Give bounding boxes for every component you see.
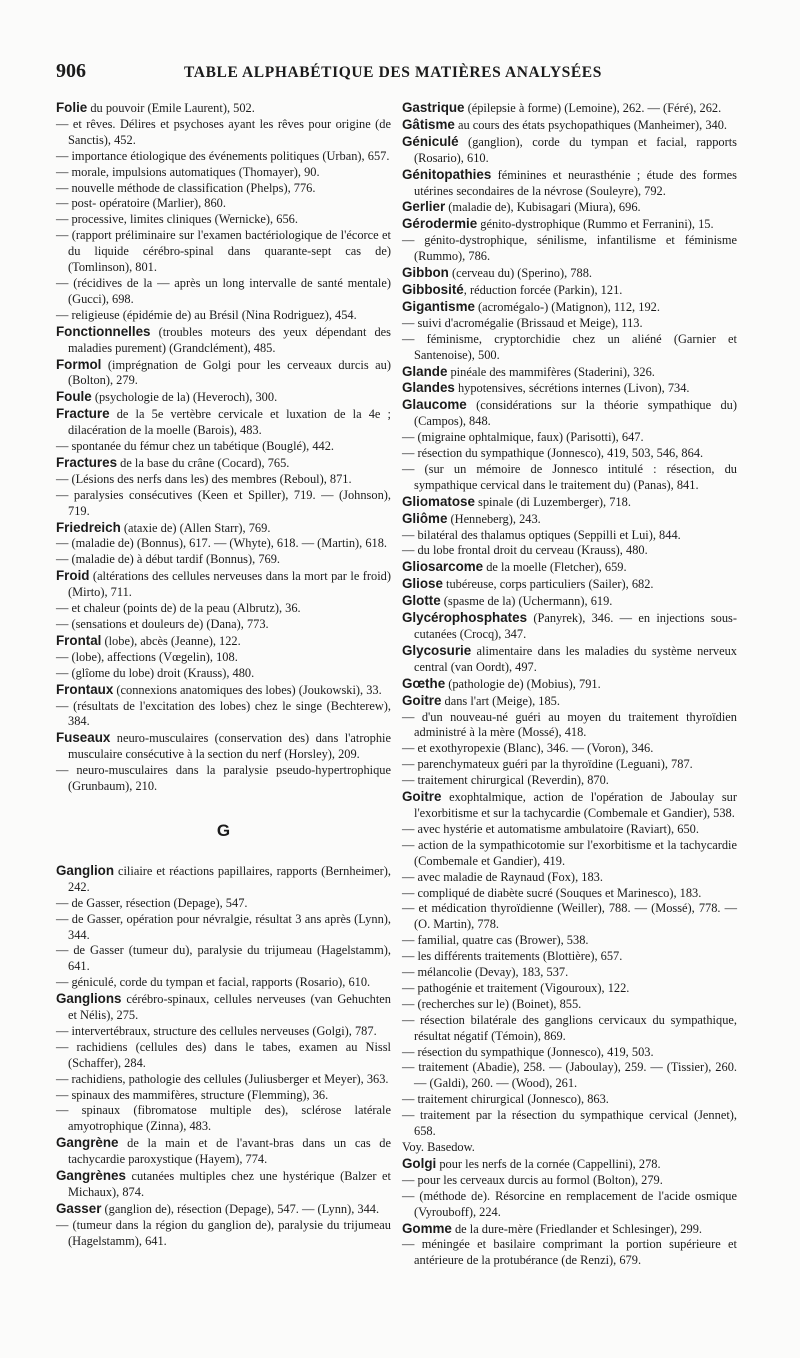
index-entry bbox=[402, 364, 737, 381]
index-entry bbox=[402, 233, 737, 265]
index-entry bbox=[56, 552, 391, 568]
index-entry bbox=[56, 1135, 391, 1168]
entry-text: — parenchymateux guéri par la thyroïdine (Leguani), 787. bbox=[402, 757, 693, 772]
index-entry bbox=[56, 100, 391, 117]
entry-headword: Gibbon bbox=[402, 265, 449, 281]
entry-text: cutanées multiples chez une hystérique (Balzer et Michaux), 874. bbox=[68, 1169, 391, 1199]
entry-text: de la base du crâne (Cocard), 765. bbox=[117, 455, 290, 470]
index-entry bbox=[402, 462, 737, 494]
entry-text: — religieuse (épidémie de) au Brésil (Nina Rodriguez), 454. bbox=[56, 307, 357, 322]
index-entry bbox=[402, 199, 737, 216]
entry-text: — les différents traitements (Blottière), 657. bbox=[402, 949, 623, 964]
index-entry bbox=[56, 455, 391, 472]
index-entry bbox=[56, 1072, 391, 1088]
index-entry bbox=[402, 757, 737, 773]
index-entry bbox=[402, 216, 737, 233]
entry-text: — (glîome du lobe) droit (Krauss), 480. bbox=[56, 665, 255, 680]
entry-text: — de Gasser, résection (Depage), 547. bbox=[56, 895, 248, 910]
entry-headword: Gœthe bbox=[402, 675, 446, 691]
index-entry bbox=[56, 324, 391, 357]
index-entry bbox=[402, 494, 737, 511]
index-entry bbox=[56, 1088, 391, 1104]
entry-text: — résection bilatérale des ganglions cervicaux du sympathique, résultat négatif (Témoin), 869. bbox=[402, 1012, 737, 1043]
entry-text: alimentaire dans les maladies du système nerveux central (van Oordt), 497. bbox=[414, 643, 737, 674]
entry-text: (pathologie de) (Mobius), 791. bbox=[445, 676, 601, 691]
entry-text: — traitement (Abadie), 258. — (Jaboulay), 259. — (Tissier), 260. — (Galdi), 260. — (Wood), 261. bbox=[402, 1060, 737, 1091]
entry-text: hypotensives, sécrétions internes (Livon), 734. bbox=[454, 381, 690, 396]
index-entry bbox=[402, 933, 737, 949]
entry-text: — de Gasser, opération pour névralgie, résultat 3 ans après (Lynn), 344. bbox=[56, 911, 391, 942]
index-entry bbox=[56, 699, 391, 731]
entry-headword: Gangrènes bbox=[56, 1168, 126, 1184]
entry-text: de la 5e vertèbre cervicale et luxation de la 4e ; dilacération de la moelle (Barois), 483. bbox=[68, 407, 391, 438]
entry-text: (imprégnation de Golgi pour les cerveaux durcis au) (Bolton), 279. bbox=[68, 357, 391, 388]
entry-headword: Gibbosité bbox=[402, 281, 464, 297]
entry-text: — traitement chirurgical (Jonnesco), 863. bbox=[402, 1092, 609, 1107]
index-entry bbox=[402, 1140, 737, 1156]
index-entry bbox=[402, 1189, 737, 1221]
entry-text: — suivi d'acromégalie (Brissaud et Meige), 113. bbox=[402, 315, 643, 330]
index-entry bbox=[402, 822, 737, 838]
entry-text: — spontanée du fémur chez un tabétique (Bouglé), 442. bbox=[56, 439, 335, 454]
index-entry bbox=[402, 299, 737, 316]
index-entry bbox=[56, 488, 391, 520]
entry-text: spinale (di Luzemberger), 718. bbox=[474, 494, 631, 509]
entry-text: (maladie de), Kubisagari (Miura), 696. bbox=[445, 200, 641, 215]
entry-text: de la main et de l'avant-bras dans un cas de tachycardie paroxystique (Hayem), 774. bbox=[68, 1136, 391, 1167]
entry-text: — (maladie de) (Bonnus), 617. — (Whyte), 618. — (Martin), 618. bbox=[56, 536, 388, 551]
index-entry bbox=[56, 975, 391, 991]
entry-headword: Fonctionnelles bbox=[56, 323, 151, 339]
entry-text: — spinaux des mammifères, structure (Flemming), 36. bbox=[56, 1087, 329, 1102]
index-entry bbox=[402, 1237, 737, 1269]
entry-headword: Froid bbox=[56, 568, 90, 584]
entry-text: — (maladie de) à début tardif (Bonnus), 769. bbox=[56, 552, 280, 567]
index-entry bbox=[402, 576, 737, 593]
entry-text: (acromégalo-) (Matignon), 112, 192. bbox=[474, 299, 660, 314]
index-entry bbox=[56, 763, 391, 795]
index-entry bbox=[56, 863, 391, 896]
index-entry bbox=[56, 1040, 391, 1072]
entry-headword: Gliosarcome bbox=[402, 559, 484, 575]
entry-text: — bilatéral des thalamus optiques (Seppilli et Lui), 844. bbox=[402, 527, 681, 542]
entry-text: — résection du sympathique (Jonnesco), 419, 503. bbox=[402, 1044, 654, 1059]
entry-text: (considérations sur la théorie sympathique du) (Campos), 848. bbox=[414, 398, 737, 429]
entry-text: génito-dystrophique (Rummo et Ferranini), 15. bbox=[477, 217, 714, 232]
entry-text: — compliqué de diabète sucré (Souques et Marinesco), 183. bbox=[402, 885, 702, 900]
index-entry bbox=[56, 896, 391, 912]
entry-text: au cours des états psychopathiques (Manheimer), 340. bbox=[454, 117, 728, 132]
entry-text: — pour les cerveaux durcis au formol (Bolton), 279. bbox=[402, 1172, 663, 1187]
index-entry bbox=[56, 117, 391, 149]
entry-text: (ataxie de) (Allen Starr), 769. bbox=[120, 520, 271, 535]
entry-text: cérébro-spinaux, cellules nerveuses (van Gehuchten et Nélis), 275. bbox=[68, 992, 391, 1023]
entry-text: — génito-dystrophique, sénilisme, infantilisme et féminisme (Rummo), 786. bbox=[402, 233, 737, 264]
index-entry bbox=[56, 439, 391, 455]
entry-headword: Glycérophosphates bbox=[402, 610, 528, 626]
entry-text: de la moelle (Fletcher), 659. bbox=[483, 560, 627, 575]
index-entry bbox=[402, 100, 737, 117]
entry-headword: Gliôme bbox=[402, 510, 448, 526]
index-entry bbox=[56, 212, 391, 228]
entry-text: — avec maladie de Raynaud (Fox), 183. bbox=[402, 869, 603, 884]
index-entry bbox=[56, 912, 391, 944]
entry-text: — spinaux (fibromatose multiple des), sclérose latérale amyotrophique (Zinna), 483. bbox=[56, 1103, 391, 1134]
entry-text: Voy. Basedow. bbox=[402, 1140, 475, 1154]
entry-text: (ganglion de), résection (Depage), 547. — (Lynn), 344. bbox=[101, 1201, 380, 1216]
entry-headword: Gigantisme bbox=[402, 298, 475, 314]
entry-text: — du lobe frontal droit du cerveau (Krauss), 480. bbox=[402, 543, 648, 558]
entry-text: de la dure-mère (Friedlander et Schlesinger), 299. bbox=[451, 1221, 702, 1236]
index-entry bbox=[402, 430, 737, 446]
index-entry bbox=[402, 838, 737, 870]
entry-text: (spasme de la) (Uchermann), 619. bbox=[440, 594, 613, 609]
entry-text: (cerveau du) (Sperino), 788. bbox=[448, 266, 592, 281]
entry-headword: Gasser bbox=[56, 1200, 102, 1216]
entry-text: — et exothyropexie (Blanc), 346. — (Voron), 346. bbox=[402, 741, 654, 756]
entry-headword: Glandes bbox=[402, 380, 455, 396]
index-entry bbox=[402, 741, 737, 757]
entry-text: tubéreuse, corps particuliers (Sailer), 682. bbox=[442, 577, 654, 592]
index-entry bbox=[402, 676, 737, 693]
entry-text: — d'un nouveau-né guéri au moyen du traitement thyroïdien administré à la mère (Mossé), 418. bbox=[402, 709, 737, 740]
entry-headword: Glande bbox=[402, 363, 448, 379]
entry-text: — (méthode de). Résorcine en remplacement de l'acide osmique (Vyrouboff), 224. bbox=[402, 1188, 737, 1219]
entry-text: — paralysies consécutives (Keen et Spiller), 719. — (Johnson), 719. bbox=[56, 487, 391, 518]
index-entry bbox=[56, 991, 391, 1024]
index-entry bbox=[56, 357, 391, 390]
index-entry bbox=[402, 446, 737, 462]
entry-text: — familial, quatre cas (Brower), 538. bbox=[402, 933, 589, 948]
index-entry bbox=[56, 650, 391, 666]
entry-headword: Goitre bbox=[402, 789, 442, 805]
entry-text: — et chaleur (points de) de la peau (Albrutz), 36. bbox=[56, 601, 301, 616]
entry-text: (épilepsie à forme) (Lemoine), 262. — (Féré), 262. bbox=[464, 101, 722, 115]
index-entry bbox=[402, 117, 737, 134]
index-entry bbox=[402, 167, 737, 200]
entry-text: — importance étiologique des événements politiques (Urban), 657. bbox=[56, 148, 390, 163]
entry-text: — (rapport préliminaire sur l'examen bactériologique de l'écorce et du liquide cérébro-spinal dans quarante-sept cas de) (Tomlinson), 801. bbox=[56, 228, 391, 275]
entry-text: — (sensations et douleurs de) (Dana), 773. bbox=[56, 617, 269, 631]
index-entry bbox=[56, 682, 391, 699]
entry-text: neuro-musculaires (conservation des) dans l'atrophie musculaire consécutive à la section du nerf (Horsley), 209. bbox=[68, 731, 391, 762]
entry-headword: Frontaux bbox=[56, 681, 114, 697]
index-entry bbox=[56, 472, 391, 488]
index-entry bbox=[56, 601, 391, 617]
index-entry bbox=[56, 406, 391, 439]
index-entry bbox=[56, 520, 391, 537]
index-entry bbox=[402, 643, 737, 676]
index-entry bbox=[402, 593, 737, 610]
entry-headword: Foule bbox=[56, 389, 92, 405]
entry-headword: Folie bbox=[56, 100, 88, 115]
index-entry bbox=[402, 886, 737, 902]
index-entry bbox=[402, 1013, 737, 1045]
index-entry bbox=[402, 1156, 737, 1173]
entry-headword: Ganglions bbox=[56, 991, 122, 1007]
entry-text: féminines et neurasthénie ; étude des formes utérines secondaires de la névrose (Souleyre), 792. bbox=[414, 167, 737, 198]
entry-headword: Gastrique bbox=[402, 100, 465, 115]
section-letter: G bbox=[216, 820, 231, 840]
entry-text: (altérations des cellules nerveuses dans la mort par le froid) (Mirto), 711. bbox=[68, 569, 391, 600]
entry-text: — (sur un mémoire de Jonnesco intitulé : résection, du sympathique cervical dans le traitement du) (Panas), 841. bbox=[402, 461, 737, 492]
index-entry bbox=[402, 1045, 737, 1061]
index-entry bbox=[402, 1092, 737, 1108]
entry-text: — méningée et basilaire comprimant la portion supérieure et antérieure de la protubérance (de Renzi), 679. bbox=[402, 1237, 737, 1268]
index-entry bbox=[402, 316, 737, 332]
entry-headword: Gérodermie bbox=[402, 216, 478, 232]
entry-text: , réduction forcée (Parkin), 121. bbox=[463, 282, 623, 297]
index-entry bbox=[402, 380, 737, 397]
index-entry bbox=[402, 901, 737, 933]
entry-headword: Géniculé bbox=[402, 133, 459, 149]
entry-text: — intervertébraux, structure des cellules nerveuses (Golgi), 787. bbox=[56, 1023, 377, 1038]
entry-headword: Fractures bbox=[56, 454, 118, 470]
entry-text: — morale, impulsions automatiques (Thomayer), 90. bbox=[56, 164, 320, 179]
index-entry bbox=[402, 965, 737, 981]
entry-text: — post- opératoire (Marlier), 860. bbox=[56, 196, 226, 211]
entry-text: (troubles moteurs des yeux dépendant des maladies purement) (Grandclément), 485. bbox=[68, 324, 391, 355]
entry-text: pinéale des mammifères (Staderini), 326. bbox=[447, 364, 655, 379]
entry-text: du pouvoir (Emile Laurent), 502. bbox=[87, 101, 255, 115]
index-entry bbox=[56, 308, 391, 324]
entry-text: (ganglion), corde du tympan et facial, rapports (Rosario), 610. bbox=[414, 134, 737, 165]
page-number: 906 bbox=[56, 60, 86, 82]
index-entry bbox=[402, 397, 737, 430]
entry-text: — traitement chirurgical (Reverdin), 870. bbox=[402, 773, 609, 788]
entry-text: (connexions anatomiques des lobes) (Joukowski), 33. bbox=[113, 682, 382, 697]
entry-text: — et médication thyroïdienne (Weiller), 788. — (Mossé), 778. — (O. Martin), 778. bbox=[402, 901, 737, 932]
index-entry bbox=[402, 1108, 737, 1140]
index-entry bbox=[402, 949, 737, 965]
entry-text: — pathogénie et traitement (Vigouroux), 122. bbox=[402, 980, 630, 995]
entry-text: — et rêves. Délires et psychoses ayant les rêves pour origine (de Sanctis), 452. bbox=[56, 116, 391, 147]
index-entry bbox=[402, 1173, 737, 1189]
index-entry bbox=[56, 568, 391, 601]
index-entry bbox=[402, 610, 737, 643]
entry-headword: Frontal bbox=[56, 632, 102, 648]
index-entry bbox=[56, 149, 391, 165]
entry-headword: Gerlier bbox=[402, 199, 446, 215]
index-entry bbox=[56, 389, 391, 406]
entry-text: — (migraine ophtalmique, faux) (Parisotti), 647. bbox=[402, 430, 644, 445]
entry-headword: Goitre bbox=[402, 692, 442, 708]
entry-text: — (résultats de l'excitation des lobes) chez le singe (Bechterew), 384. bbox=[56, 698, 391, 729]
entry-text: — (récidives de la — après un long intervalle de santé mentale) (Gucci), 698. bbox=[56, 275, 391, 306]
entry-text: (Panyrek), 346. — en injections sous-cutanées (Crocq), 347. bbox=[414, 611, 737, 641]
entry-text: — (recherches sur le) (Boinet), 855. bbox=[402, 996, 582, 1011]
entry-text: — de Gasser (tumeur du), paralysie du trijumeau (Hagelstamm), 641. bbox=[56, 943, 391, 974]
entry-headword: Fuseaux bbox=[56, 730, 111, 746]
right-column bbox=[402, 100, 737, 1269]
index-entry bbox=[56, 1024, 391, 1040]
index-entry bbox=[402, 543, 737, 559]
index-entry bbox=[402, 332, 737, 364]
left-column bbox=[56, 100, 391, 1250]
entry-headword: Gâtisme bbox=[402, 116, 455, 132]
entry-headword: Glycosurie bbox=[402, 642, 472, 658]
entry-text: (lobe), abcès (Jeanne), 122. bbox=[101, 633, 241, 648]
entry-text: — neuro-musculaires dans la paralysie pseudo-hypertrophique (Grunbaum), 210. bbox=[56, 763, 391, 794]
index-entry bbox=[56, 276, 391, 308]
entry-text: — avec hystérie et automatisme ambulatoire (Raviart), 650. bbox=[402, 821, 699, 836]
entry-text: (psychologie de la) (Heveroch), 300. bbox=[91, 390, 278, 405]
entry-text: pour les nerfs de la cornée (Cappellini), 278. bbox=[436, 1156, 661, 1171]
index-entry bbox=[56, 1168, 391, 1201]
index-entry bbox=[56, 181, 391, 197]
entry-text: — (Lésions des nerfs dans les) des membres (Reboul), 871. bbox=[56, 471, 352, 486]
entry-headword: Formol bbox=[56, 356, 102, 372]
index-entry bbox=[56, 165, 391, 181]
entry-text: ciliaire et réactions papillaires, rapports (Bernheimer), 242. bbox=[68, 863, 391, 894]
index-entry bbox=[56, 617, 391, 633]
entry-text: — (lobe), affections (Vœgelin), 108. bbox=[56, 649, 238, 664]
entry-headword: Gliose bbox=[402, 576, 443, 592]
entry-text: exophtalmique, action de l'opération de Jaboulay sur l'exorbitisme et sur la tachycardie (Combemale et Gandier), 538. bbox=[414, 790, 737, 820]
index-entry bbox=[56, 666, 391, 682]
page-header bbox=[56, 60, 756, 90]
index-entry bbox=[402, 282, 737, 299]
entry-text: — rachidiens, pathologie des cellules (Juliusberger et Meyer), 363. bbox=[56, 1071, 389, 1086]
index-entry bbox=[402, 265, 737, 282]
entry-text: — féminisme, cryptorchidie chez un aliéné (Garnier et Santenoise), 500. bbox=[402, 331, 737, 362]
entry-headword: Génitopathies bbox=[402, 166, 492, 182]
entry-text: — mélancolie (Devay), 183, 537. bbox=[402, 965, 569, 980]
index-entry bbox=[56, 1201, 391, 1218]
entry-headword: Ganglion bbox=[56, 862, 115, 878]
entry-headword: Gomme bbox=[402, 1220, 452, 1236]
entry-text: — (tumeur dans la région du ganglion de), paralysie du trijumeau (Hagelstamm), 641. bbox=[56, 1217, 391, 1248]
index-entry bbox=[56, 1103, 391, 1135]
entry-text: — géniculé, corde du tympan et facial, rapports (Rosario), 610. bbox=[56, 975, 371, 990]
entry-text: — processive, limites cliniques (Wernicke), 656. bbox=[56, 212, 298, 227]
entry-text: dans l'art (Meige), 185. bbox=[441, 693, 560, 708]
entry-headword: Glaucome bbox=[402, 397, 467, 413]
entry-headword: Gangrène bbox=[56, 1135, 119, 1151]
index-entry bbox=[56, 1218, 391, 1250]
index-entry bbox=[56, 730, 391, 763]
entry-headword: Gliomatose bbox=[402, 493, 475, 509]
index-entry bbox=[402, 870, 737, 886]
index-entry bbox=[402, 1060, 737, 1092]
entry-text: — rachidiens (cellules des) dans le tabes, examen au Nissl (Schaffer), 284. bbox=[56, 1039, 391, 1070]
index-entry bbox=[402, 789, 737, 822]
entry-headword: Friedreich bbox=[56, 519, 121, 535]
index-entry bbox=[402, 511, 737, 528]
index-entry bbox=[56, 633, 391, 650]
index-entry bbox=[56, 228, 391, 276]
index-entry bbox=[402, 997, 737, 1013]
index-entry bbox=[402, 528, 737, 544]
index-entry bbox=[402, 693, 737, 710]
entry-headword: Glotte bbox=[402, 593, 441, 609]
running-title: TABLE ALPHABÉTIQUE DES MATIÈRES ANALYSÉES bbox=[184, 64, 602, 81]
index-entry bbox=[402, 773, 737, 789]
entry-text: — nouvelle méthode de classification (Phelps), 776. bbox=[56, 180, 316, 195]
index-entry bbox=[402, 710, 737, 742]
entry-headword: Golgi bbox=[402, 1155, 437, 1171]
entry-text: — traitement par la résection du sympathique cervical (Jennet), 658. bbox=[402, 1108, 737, 1139]
entry-headword: Fracture bbox=[56, 406, 110, 422]
index-entry bbox=[402, 559, 737, 576]
entry-text: (Henneberg), 243. bbox=[447, 511, 541, 526]
entry-text: — action de la sympathicotomie sur l'exorbitisme et la tachycardie (Combemale et Gandier), 419. bbox=[402, 837, 737, 868]
entry-text: — résection du sympathique (Jonnesco), 419, 503, 546, 864. bbox=[402, 446, 704, 461]
index-entry bbox=[56, 196, 391, 212]
index-entry bbox=[402, 134, 737, 167]
index-entry bbox=[56, 943, 391, 975]
index-entry bbox=[402, 981, 737, 997]
index-entry bbox=[56, 536, 391, 552]
index-entry bbox=[402, 1221, 737, 1238]
